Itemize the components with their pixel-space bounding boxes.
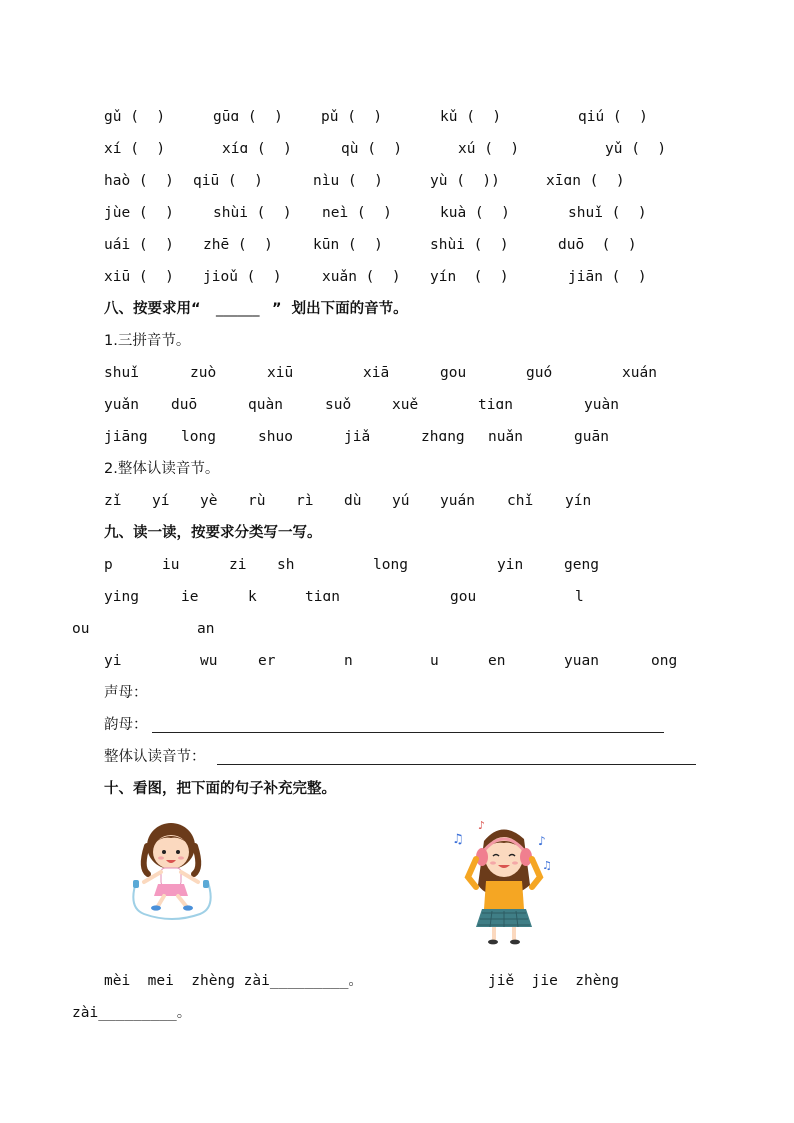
pinyin-grid-row: [0, 201, 794, 225]
letter-item: long: [373, 557, 408, 573]
syllable: yuǎn: [104, 397, 139, 413]
pinyin-item: gǔ ( ): [104, 109, 166, 125]
music-note-icon: ♪: [538, 834, 546, 848]
syllable: jiǎ: [344, 429, 371, 445]
sec9-letter-row: [0, 649, 794, 673]
sec9-letter-row: [0, 617, 794, 641]
pinyin-item: qiú ( ): [578, 109, 648, 125]
syllable: rì: [296, 493, 314, 509]
sec9-letter-row: [0, 553, 794, 577]
syllable: nuǎn: [488, 429, 523, 445]
syllable: dù: [344, 493, 362, 509]
pinyin-item: pǔ ( ): [321, 109, 383, 125]
zhengti-label: 整体认读音节：: [104, 749, 206, 765]
syllable: shuǐ: [104, 365, 139, 381]
pinyin-item: kūn ( ): [313, 237, 383, 253]
section-8-title-post: ” 划出下面的音节。: [272, 301, 408, 317]
pinyin-grid-row: [0, 233, 794, 257]
pinyin-item: xīɑn ( ): [546, 173, 625, 189]
letter-item: en: [488, 653, 506, 669]
letter-item: tiɑn: [305, 589, 340, 605]
pinyin-item: xíɑ ( ): [222, 141, 292, 157]
syllable: suǒ: [325, 397, 352, 413]
q1-syllable-row: [0, 361, 794, 385]
sentence-1: mèi mei zhèng zài_________。: [104, 973, 363, 989]
syllable: zhɑng: [421, 429, 465, 445]
syllable: yuàn: [584, 397, 619, 413]
letter-item: gou: [450, 589, 477, 605]
pinyin-grid-row: [0, 105, 794, 129]
syllable: guān: [574, 429, 609, 445]
pinyin-item: jùe ( ): [104, 205, 174, 221]
letter-item: ying: [104, 589, 139, 605]
letter-item: n: [344, 653, 353, 669]
section-8-title-pre: 八、按要求用“: [104, 301, 201, 317]
q1-label: 1.三拼音节。: [104, 333, 191, 349]
letter-item: l: [575, 589, 584, 605]
pinyin-item: xiū ( ): [104, 269, 174, 285]
music-note-icon: ♪: [478, 819, 486, 832]
syllable: tiɑn: [478, 397, 513, 413]
letter-item: u: [430, 653, 439, 669]
pinyin-item: gūɑ ( ): [213, 109, 283, 125]
pinyin-item: yù ( )): [430, 173, 500, 189]
music-note-icon: ♫: [542, 859, 552, 872]
sec9-letter-row: [0, 585, 794, 609]
letter-item: p: [104, 557, 113, 573]
letter-item: zi: [229, 557, 247, 573]
letter-item: geng: [564, 557, 599, 573]
q1-syllable-row: [0, 425, 794, 449]
pinyin-item: yǔ ( ): [605, 141, 667, 157]
sentence-2: jiě jie zhèng: [488, 973, 619, 989]
syllable: quàn: [248, 397, 283, 413]
section-9-heading: [0, 521, 794, 545]
shirt: [484, 881, 524, 909]
syllable: yí: [152, 493, 170, 509]
pinyin-item: kuà ( ): [440, 205, 510, 221]
syllable: yín: [565, 493, 592, 509]
section-8-title-blank: ______: [216, 301, 260, 317]
girl-listening-music-illustration: [446, 815, 558, 947]
syllable: xuán: [622, 365, 657, 381]
letter-item: iu: [162, 557, 180, 573]
letter-item: ou: [72, 621, 90, 637]
q2-syllable-row: [0, 489, 794, 513]
section-8-q1-label-row: [0, 329, 794, 353]
yunmu-answer-line[interactable]: [152, 732, 664, 733]
syllable: yú: [392, 493, 410, 509]
skirt: [154, 884, 188, 896]
letter-item: sh: [277, 557, 295, 573]
sentence-row-2: [0, 1001, 794, 1025]
section-10-title: 十、看图，把下面的句子补充完整。: [104, 781, 336, 797]
letter-item: ie: [181, 589, 199, 605]
syllable: gou: [440, 365, 467, 381]
syllable: duō: [171, 397, 198, 413]
syllable: long: [181, 429, 216, 445]
syllable: zǐ: [104, 493, 122, 509]
q1-syllable-row: [0, 393, 794, 417]
syllable: guó: [526, 365, 553, 381]
pinyin-item: yín ( ): [430, 269, 509, 285]
pinyin-item: qù ( ): [341, 141, 403, 157]
syllable: zuò: [190, 365, 217, 381]
pinyin-item: kǔ ( ): [440, 109, 502, 125]
pinyin-grid-row: [0, 137, 794, 161]
letter-item: yuan: [564, 653, 599, 669]
pinyin-item: nìu ( ): [313, 173, 383, 189]
pinyin-item: xuǎn ( ): [322, 269, 401, 285]
pinyin-item: uái ( ): [104, 237, 174, 253]
pinyin-item: shùi ( ): [213, 205, 292, 221]
pinyin-item: qiū ( ): [193, 173, 263, 189]
syllable: xuě: [392, 397, 419, 413]
pinyin-item: duō ( ): [558, 237, 637, 253]
letter-item: ong: [651, 653, 678, 669]
yunmu-label: 韵母：: [104, 717, 148, 733]
pinyin-item: jioǔ ( ): [203, 269, 282, 285]
section-10-heading: [0, 777, 794, 801]
pinyin-grid-row: [0, 169, 794, 193]
letter-item: wu: [200, 653, 218, 669]
syllable: chǐ: [507, 493, 534, 509]
zhengti-answer-row: [0, 745, 794, 769]
pinyin-item: neì ( ): [322, 205, 392, 221]
letter-item: yin: [497, 557, 524, 573]
section-8-q2-label-row: [0, 457, 794, 481]
shengmu-answer-row: [0, 681, 794, 705]
syllable: yè: [200, 493, 218, 509]
pinyin-item: shuǐ ( ): [568, 205, 647, 221]
pinyin-item: zhē ( ): [203, 237, 273, 253]
syllable: xiū: [267, 365, 294, 381]
syllable: shuo: [258, 429, 293, 445]
music-note-icon: ♫: [452, 832, 464, 847]
section-8-heading: [0, 297, 794, 321]
letter-item: an: [197, 621, 215, 637]
pinyin-item: haò ( ): [104, 173, 174, 189]
letter-item: yi: [104, 653, 122, 669]
pinyin-item: shùi ( ): [430, 237, 509, 253]
syllable: xiā: [363, 365, 390, 381]
syllable: jiāng: [104, 429, 148, 445]
letter-item: er: [258, 653, 276, 669]
pinyin-item: jiān ( ): [568, 269, 647, 285]
letter-item: k: [248, 589, 257, 605]
section-9-title: 九、读一读，按要求分类写一写。: [104, 525, 322, 541]
girl-jump-rope-illustration: [124, 816, 220, 920]
q2-label: 2.整体认读音节。: [104, 461, 220, 477]
sentence-2-continued: zài_________。: [72, 1005, 192, 1021]
yunmu-answer-row: [0, 713, 794, 737]
pinyin-item: xí ( ): [104, 141, 166, 157]
syllable: rù: [248, 493, 266, 509]
shengmu-label: 声母：: [104, 685, 148, 701]
sentence-row: [0, 969, 794, 993]
pinyin-grid-row: [0, 265, 794, 289]
pinyin-item: xú ( ): [458, 141, 520, 157]
syllable: yuán: [440, 493, 475, 509]
zhengti-answer-line[interactable]: [217, 764, 696, 765]
